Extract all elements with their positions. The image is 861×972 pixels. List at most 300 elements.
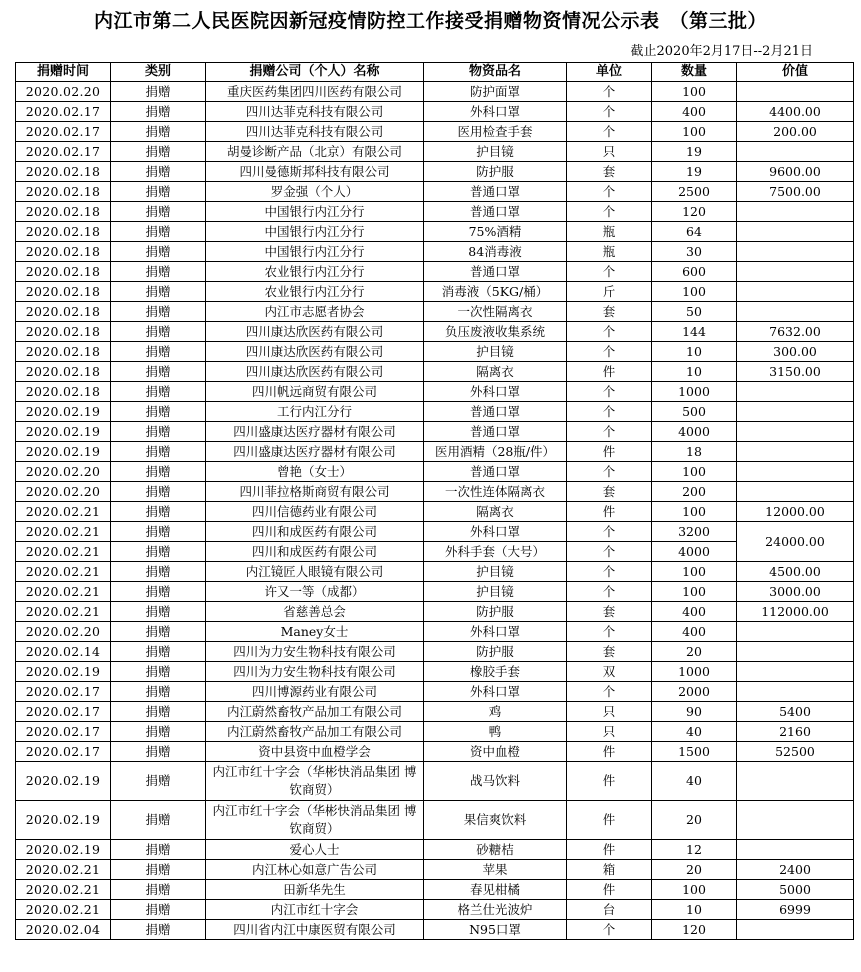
cell-qty: 19 xyxy=(652,142,737,162)
table-row xyxy=(16,182,854,202)
cell-date: 2020.02.19 xyxy=(16,662,111,682)
cell-item: 医用检查手套 xyxy=(424,122,567,142)
cell-type: 捐赠 xyxy=(111,562,206,582)
cell-item: 防护服 xyxy=(424,642,567,662)
cell-date: 2020.02.18 xyxy=(16,182,111,202)
cell-unit: 斤 xyxy=(567,282,652,302)
table-row xyxy=(16,162,854,182)
cell-item: 防护服 xyxy=(424,602,567,622)
cell-qty: 30 xyxy=(652,242,737,262)
cell-value xyxy=(737,642,854,662)
cell-qty: 100 xyxy=(652,82,737,102)
cell-qty: 1500 xyxy=(652,742,737,762)
cell-qty: 100 xyxy=(652,282,737,302)
cell-date: 2020.02.19 xyxy=(16,801,111,840)
cell-donor: 罗金强（个人） xyxy=(206,182,424,202)
table-row xyxy=(16,920,854,940)
cell-unit: 个 xyxy=(567,582,652,602)
cell-date: 2020.02.18 xyxy=(16,162,111,182)
cell-date: 2020.02.18 xyxy=(16,382,111,402)
cell-date: 2020.02.04 xyxy=(16,920,111,940)
table-row xyxy=(16,342,854,362)
table-row xyxy=(16,801,854,840)
cell-item: 隔离衣 xyxy=(424,502,567,522)
cell-value xyxy=(737,262,854,282)
cell-date: 2020.02.18 xyxy=(16,322,111,342)
cell-item: 护目镜 xyxy=(424,142,567,162)
cell-unit: 件 xyxy=(567,742,652,762)
cell-donor: 四川康达欣医药有限公司 xyxy=(206,342,424,362)
cell-unit: 个 xyxy=(567,182,652,202)
cell-qty: 64 xyxy=(652,222,737,242)
cell-date: 2020.02.21 xyxy=(16,602,111,622)
cell-type: 捐赠 xyxy=(111,262,206,282)
cell-value xyxy=(737,202,854,222)
cell-unit: 个 xyxy=(567,462,652,482)
cell-qty: 120 xyxy=(652,920,737,940)
table-row xyxy=(16,562,854,582)
cell-date: 2020.02.17 xyxy=(16,722,111,742)
cell-value: 2400 xyxy=(737,860,854,880)
cell-type: 捐赠 xyxy=(111,522,206,542)
table-row xyxy=(16,262,854,282)
col-header-value: 价值 xyxy=(737,63,854,82)
cell-donor: 资中县资中血橙学会 xyxy=(206,742,424,762)
cell-type: 捐赠 xyxy=(111,222,206,242)
cell-donor: 内江市红十字会（华彬快消品集团 博钦商贸） xyxy=(206,801,424,840)
cell-value: 12000.00 xyxy=(737,502,854,522)
table-row xyxy=(16,662,854,682)
cell-date: 2020.02.19 xyxy=(16,442,111,462)
table-row xyxy=(16,122,854,142)
cell-donor: 内江市红十字会 xyxy=(206,900,424,920)
table-row xyxy=(16,582,854,602)
cell-unit: 件 xyxy=(567,840,652,860)
cell-donor: 四川康达欣医药有限公司 xyxy=(206,362,424,382)
cell-qty: 4000 xyxy=(652,422,737,442)
cell-qty: 100 xyxy=(652,582,737,602)
cell-value xyxy=(737,302,854,322)
cell-value xyxy=(737,242,854,262)
cell-item: 外科口罩 xyxy=(424,382,567,402)
cell-type: 捐赠 xyxy=(111,382,206,402)
cell-donor: 内江市红十字会（华彬快消品集团 博钦商贸） xyxy=(206,762,424,801)
cell-donor: 四川为力安生物科技有限公司 xyxy=(206,662,424,682)
cell-unit: 个 xyxy=(567,422,652,442)
cell-unit: 套 xyxy=(567,642,652,662)
cell-item: 普通口罩 xyxy=(424,182,567,202)
table-row xyxy=(16,142,854,162)
cell-unit: 个 xyxy=(567,522,652,542)
cell-item: 橡胶手套 xyxy=(424,662,567,682)
cell-donor: 四川信德药业有限公司 xyxy=(206,502,424,522)
cell-date: 2020.02.21 xyxy=(16,542,111,562)
cell-type: 捐赠 xyxy=(111,762,206,801)
cell-unit: 瓶 xyxy=(567,222,652,242)
cell-item: 一次性连体隔离衣 xyxy=(424,482,567,502)
cell-item: 普通口罩 xyxy=(424,402,567,422)
cell-type: 捐赠 xyxy=(111,402,206,422)
cell-type: 捐赠 xyxy=(111,482,206,502)
cell-unit: 个 xyxy=(567,82,652,102)
cell-date: 2020.02.21 xyxy=(16,900,111,920)
cell-unit: 台 xyxy=(567,900,652,920)
cell-item: 护目镜 xyxy=(424,342,567,362)
cell-qty: 600 xyxy=(652,262,737,282)
table-row xyxy=(16,880,854,900)
cell-donor: 四川达菲克科技有限公司 xyxy=(206,122,424,142)
table-row xyxy=(16,840,854,860)
cell-type: 捐赠 xyxy=(111,542,206,562)
cell-donor: 农业银行内江分行 xyxy=(206,282,424,302)
cell-donor: 四川和成医药有限公司 xyxy=(206,522,424,542)
cell-type: 捐赠 xyxy=(111,840,206,860)
cell-type: 捐赠 xyxy=(111,602,206,622)
cell-type: 捐赠 xyxy=(111,900,206,920)
cell-date: 2020.02.18 xyxy=(16,342,111,362)
cell-unit: 瓶 xyxy=(567,242,652,262)
cell-date: 2020.02.21 xyxy=(16,860,111,880)
cell-date: 2020.02.18 xyxy=(16,242,111,262)
table-row xyxy=(16,682,854,702)
cell-unit: 个 xyxy=(567,342,652,362)
cell-qty: 18 xyxy=(652,442,737,462)
cell-qty: 144 xyxy=(652,322,737,342)
cell-type: 捐赠 xyxy=(111,122,206,142)
cell-value xyxy=(737,482,854,502)
cell-value xyxy=(737,222,854,242)
col-header-item: 物资品名 xyxy=(424,63,567,82)
cell-unit: 套 xyxy=(567,302,652,322)
cell-unit: 只 xyxy=(567,722,652,742)
cell-type: 捐赠 xyxy=(111,702,206,722)
cell-donor: 四川曼德斯邦科技有限公司 xyxy=(206,162,424,182)
cell-item: 外科手套（大号） xyxy=(424,542,567,562)
cell-item: 84消毒液 xyxy=(424,242,567,262)
cell-donor: 内江林心如意广告公司 xyxy=(206,860,424,880)
cell-type: 捐赠 xyxy=(111,182,206,202)
cell-type: 捐赠 xyxy=(111,322,206,342)
cell-type: 捐赠 xyxy=(111,642,206,662)
cell-date: 2020.02.17 xyxy=(16,122,111,142)
table-row xyxy=(16,702,854,722)
cell-item: 消毒液（5KG/桶） xyxy=(424,282,567,302)
cell-item: 防护服 xyxy=(424,162,567,182)
cell-qty: 100 xyxy=(652,122,737,142)
cell-unit: 套 xyxy=(567,482,652,502)
cell-type: 捐赠 xyxy=(111,442,206,462)
cell-unit: 只 xyxy=(567,702,652,722)
cell-qty: 400 xyxy=(652,622,737,642)
cell-unit: 件 xyxy=(567,762,652,801)
col-header-qty: 数量 xyxy=(652,63,737,82)
cell-item: 75%酒精 xyxy=(424,222,567,242)
cell-donor: 四川达菲克科技有限公司 xyxy=(206,102,424,122)
cell-donor: 内江市志愿者协会 xyxy=(206,302,424,322)
cell-unit: 箱 xyxy=(567,860,652,880)
header-row xyxy=(16,63,854,82)
cell-type: 捐赠 xyxy=(111,102,206,122)
cell-item: 外科口罩 xyxy=(424,522,567,542)
cell-donor: 四川菲拉格斯商贸有限公司 xyxy=(206,482,424,502)
cell-qty: 40 xyxy=(652,722,737,742)
cell-qty: 12 xyxy=(652,840,737,860)
cell-item: 防护面罩 xyxy=(424,82,567,102)
cell-qty: 400 xyxy=(652,102,737,122)
cell-date: 2020.02.17 xyxy=(16,742,111,762)
cell-date: 2020.02.21 xyxy=(16,880,111,900)
cell-donor: 四川康达欣医药有限公司 xyxy=(206,322,424,342)
cell-item: 鸡 xyxy=(424,702,567,722)
cell-qty: 4000 xyxy=(652,542,737,562)
cell-item: 鸭 xyxy=(424,722,567,742)
col-header-date: 捐赠时间 xyxy=(16,63,111,82)
cell-value xyxy=(737,920,854,940)
cell-unit: 个 xyxy=(567,322,652,342)
cell-value: 5400 xyxy=(737,702,854,722)
cell-item: 普通口罩 xyxy=(424,422,567,442)
cell-qty: 100 xyxy=(652,502,737,522)
cell-date: 2020.02.14 xyxy=(16,642,111,662)
cell-unit: 个 xyxy=(567,402,652,422)
cell-type: 捐赠 xyxy=(111,342,206,362)
cell-donor: 爱心人士 xyxy=(206,840,424,860)
cell-date: 2020.02.19 xyxy=(16,402,111,422)
cell-donor: 中国银行内江分行 xyxy=(206,222,424,242)
cell-item: 普通口罩 xyxy=(424,202,567,222)
cell-date: 2020.02.17 xyxy=(16,702,111,722)
cell-donor: Maney女士 xyxy=(206,622,424,642)
cell-qty: 50 xyxy=(652,302,737,322)
cell-unit: 双 xyxy=(567,662,652,682)
cell-unit: 个 xyxy=(567,202,652,222)
cell-date: 2020.02.18 xyxy=(16,222,111,242)
cell-item: 普通口罩 xyxy=(424,262,567,282)
cell-date: 2020.02.19 xyxy=(16,840,111,860)
cell-qty: 10 xyxy=(652,342,737,362)
cell-item: 护目镜 xyxy=(424,582,567,602)
cell-item: 资中血橙 xyxy=(424,742,567,762)
cell-item: 春见柑橘 xyxy=(424,880,567,900)
cell-unit: 套 xyxy=(567,602,652,622)
table-row xyxy=(16,202,854,222)
table-row xyxy=(16,102,854,122)
cell-qty: 100 xyxy=(652,462,737,482)
cell-date: 2020.02.20 xyxy=(16,622,111,642)
table-row xyxy=(16,442,854,462)
cell-value xyxy=(737,282,854,302)
cell-value: 200.00 xyxy=(737,122,854,142)
cell-unit: 只 xyxy=(567,142,652,162)
cell-value: 5000 xyxy=(737,880,854,900)
cell-type: 捐赠 xyxy=(111,142,206,162)
cell-donor: 四川博源药业有限公司 xyxy=(206,682,424,702)
cell-item: 砂糖桔 xyxy=(424,840,567,860)
cell-donor: 四川帆远商贸有限公司 xyxy=(206,382,424,402)
cell-type: 捐赠 xyxy=(111,462,206,482)
cell-unit: 套 xyxy=(567,162,652,182)
cell-type: 捐赠 xyxy=(111,502,206,522)
cell-item: 格兰仕光波炉 xyxy=(424,900,567,920)
cell-date: 2020.02.17 xyxy=(16,682,111,702)
cell-date: 2020.02.19 xyxy=(16,422,111,442)
cell-donor: 中国银行内江分行 xyxy=(206,202,424,222)
cell-item: 外科口罩 xyxy=(424,622,567,642)
cell-donor: 四川省内江中康医贸有限公司 xyxy=(206,920,424,940)
cell-qty: 20 xyxy=(652,642,737,662)
cell-item: 护目镜 xyxy=(424,562,567,582)
cell-date: 2020.02.20 xyxy=(16,482,111,502)
table-row xyxy=(16,82,854,102)
cell-donor: 四川和成医药有限公司 xyxy=(206,542,424,562)
cell-date: 2020.02.17 xyxy=(16,102,111,122)
cell-donor: 四川为力安生物科技有限公司 xyxy=(206,642,424,662)
cell-item: 外科口罩 xyxy=(424,102,567,122)
table-row xyxy=(16,602,854,622)
table-row xyxy=(16,860,854,880)
cell-unit: 件 xyxy=(567,362,652,382)
cell-qty: 400 xyxy=(652,602,737,622)
cell-value: 300.00 xyxy=(737,342,854,362)
cell-qty: 2500 xyxy=(652,182,737,202)
table-row xyxy=(16,422,854,442)
cell-unit: 个 xyxy=(567,262,652,282)
cell-value: 4400.00 xyxy=(737,102,854,122)
cell-qty: 100 xyxy=(652,880,737,900)
cell-qty: 200 xyxy=(652,482,737,502)
table-row xyxy=(16,900,854,920)
table-row xyxy=(16,742,854,762)
cell-donor: 工行内江分行 xyxy=(206,402,424,422)
cell-value xyxy=(737,82,854,102)
cell-value xyxy=(737,142,854,162)
cell-item: 一次性隔离衣 xyxy=(424,302,567,322)
cell-type: 捐赠 xyxy=(111,860,206,880)
cell-value: 112000.00 xyxy=(737,602,854,622)
cell-value: 6999 xyxy=(737,900,854,920)
cell-qty: 20 xyxy=(652,801,737,840)
cell-value xyxy=(737,382,854,402)
cell-unit: 个 xyxy=(567,382,652,402)
cell-unit: 件 xyxy=(567,880,652,900)
cell-value: 24000.00 xyxy=(737,522,854,562)
cell-date: 2020.02.21 xyxy=(16,562,111,582)
cell-qty: 10 xyxy=(652,900,737,920)
cell-donor: 田新华先生 xyxy=(206,880,424,900)
cell-type: 捐赠 xyxy=(111,242,206,262)
cell-donor: 许又一等（成都） xyxy=(206,582,424,602)
cell-value: 7632.00 xyxy=(737,322,854,342)
cell-type: 捐赠 xyxy=(111,742,206,762)
cell-value: 3150.00 xyxy=(737,362,854,382)
table-row xyxy=(16,642,854,662)
cell-date: 2020.02.20 xyxy=(16,462,111,482)
cell-date: 2020.02.21 xyxy=(16,502,111,522)
cell-type: 捐赠 xyxy=(111,662,206,682)
cell-donor: 内江蔚然畜牧产品加工有限公司 xyxy=(206,702,424,722)
table-row xyxy=(16,222,854,242)
cell-type: 捐赠 xyxy=(111,920,206,940)
cell-value xyxy=(737,840,854,860)
cell-donor: 重庆医药集团四川医药有限公司 xyxy=(206,82,424,102)
table-row xyxy=(16,362,854,382)
cell-unit: 件 xyxy=(567,801,652,840)
cell-item: 苹果 xyxy=(424,860,567,880)
cell-donor: 省慈善总会 xyxy=(206,602,424,622)
cell-donor: 中国银行内江分行 xyxy=(206,242,424,262)
cell-unit: 个 xyxy=(567,562,652,582)
table-body xyxy=(16,82,854,940)
table-row xyxy=(16,402,854,422)
cell-date: 2020.02.17 xyxy=(16,142,111,162)
table-row xyxy=(16,762,854,801)
cell-type: 捐赠 xyxy=(111,722,206,742)
cell-value xyxy=(737,402,854,422)
cell-qty: 1000 xyxy=(652,382,737,402)
cell-unit: 个 xyxy=(567,920,652,940)
cell-unit: 个 xyxy=(567,102,652,122)
table-row xyxy=(16,722,854,742)
cell-value: 2160 xyxy=(737,722,854,742)
cell-value: 3000.00 xyxy=(737,582,854,602)
cell-donor: 四川盛康达医疗器材有限公司 xyxy=(206,422,424,442)
cell-date: 2020.02.20 xyxy=(16,82,111,102)
cell-value xyxy=(737,422,854,442)
cell-type: 捐赠 xyxy=(111,282,206,302)
period-note: 截止2020年2月17日--2月21日 xyxy=(630,44,813,59)
cell-unit: 个 xyxy=(567,122,652,142)
cell-type: 捐赠 xyxy=(111,82,206,102)
cell-value: 52500 xyxy=(737,742,854,762)
cell-value xyxy=(737,682,854,702)
cell-qty: 2000 xyxy=(652,682,737,702)
table-row xyxy=(16,242,854,262)
table-row xyxy=(16,282,854,302)
cell-date: 2020.02.18 xyxy=(16,262,111,282)
cell-qty: 90 xyxy=(652,702,737,722)
cell-donor: 胡曼诊断产品（北京）有限公司 xyxy=(206,142,424,162)
cell-date: 2020.02.18 xyxy=(16,302,111,322)
col-header-type: 类别 xyxy=(111,63,206,82)
table-row xyxy=(16,322,854,342)
cell-value: 9600.00 xyxy=(737,162,854,182)
table-row xyxy=(16,542,854,562)
cell-type: 捐赠 xyxy=(111,362,206,382)
cell-qty: 100 xyxy=(652,562,737,582)
cell-value xyxy=(737,462,854,482)
cell-unit: 个 xyxy=(567,542,652,562)
cell-item: 隔离衣 xyxy=(424,362,567,382)
cell-unit: 个 xyxy=(567,622,652,642)
table-row xyxy=(16,382,854,402)
col-header-unit: 单位 xyxy=(567,63,652,82)
cell-qty: 40 xyxy=(652,762,737,801)
col-header-donor: 捐赠公司（个人）名称 xyxy=(206,63,424,82)
cell-date: 2020.02.21 xyxy=(16,582,111,602)
cell-item: N95口罩 xyxy=(424,920,567,940)
cell-qty: 20 xyxy=(652,860,737,880)
cell-value xyxy=(737,662,854,682)
table-row xyxy=(16,622,854,642)
cell-type: 捐赠 xyxy=(111,302,206,322)
cell-date: 2020.02.18 xyxy=(16,282,111,302)
cell-date: 2020.02.18 xyxy=(16,202,111,222)
cell-donor: 内江镜匠人眼镜有限公司 xyxy=(206,562,424,582)
cell-value xyxy=(737,442,854,462)
cell-qty: 500 xyxy=(652,402,737,422)
cell-value: 4500.00 xyxy=(737,562,854,582)
cell-date: 2020.02.21 xyxy=(16,522,111,542)
